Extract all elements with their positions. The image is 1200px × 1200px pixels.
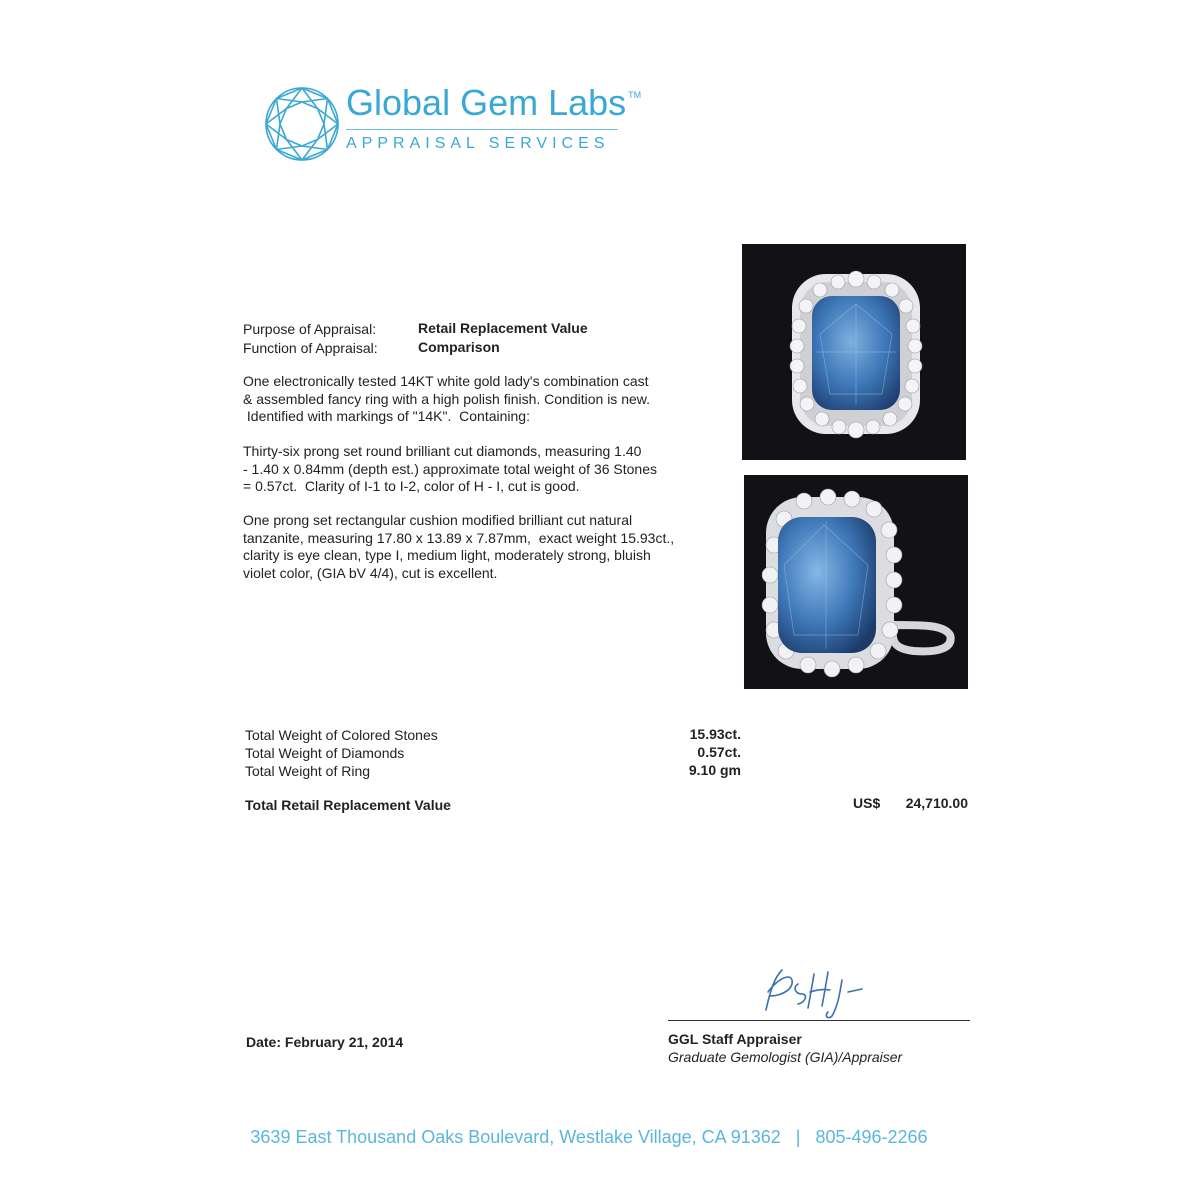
appraiser-credential: Graduate Gemologist (GIA)/Appraiser	[668, 1049, 903, 1065]
ring-description-line: Identified with markings of "14K". Containing:	[243, 408, 530, 424]
purpose-label: Purpose of Appraisal:	[243, 321, 377, 337]
trademark: TM	[628, 90, 642, 100]
function-value: Comparison	[418, 339, 500, 355]
diamond-description	[243, 443, 713, 496]
appraiser-title: GGL Staff Appraiser	[668, 1031, 802, 1047]
diamonds-weight-label: Total Weight of Diamonds	[245, 745, 405, 761]
currency-label: US$	[853, 795, 881, 811]
purpose-value: Retail Replacement Value	[418, 320, 588, 336]
footer-address: 3639 East Thousand Oaks Boulevard, Westlake Village, CA 91362	[250, 1127, 781, 1147]
ring-weight-label: Total Weight of Ring	[245, 763, 371, 779]
ring-description-line: & assembled fancy ring with a high polish finish. Condition is new.	[243, 390, 650, 407]
footer-phone: 805-496-2266	[815, 1127, 928, 1147]
signature-line	[668, 1020, 970, 1021]
diamond-description-line: Thirty-six prong set round brilliant cut diamonds, measuring 1.40	[243, 443, 642, 459]
retail-value-label: Total Retail Replacement Value	[245, 797, 451, 813]
function-label: Function of Appraisal:	[243, 340, 378, 356]
colored-stones-weight-label: Total Weight of Colored Stones	[245, 727, 438, 743]
diamond-description-line: = 0.57ct. Clarity of I-1 to I-2, color of H - I, cut is good.	[243, 478, 580, 494]
gem-logo-icon	[264, 86, 340, 162]
ring-side-view-photo	[744, 475, 968, 689]
diamond-description-line: - 1.40 x 0.84mm (depth est.) approximate total weight of 36 Stones	[243, 460, 657, 477]
diamonds-weight-value: 0.57ct.	[697, 744, 741, 760]
brand-divider	[346, 129, 618, 130]
ring-description	[243, 373, 713, 426]
ring-weight-value: 9.10 gm	[688, 762, 741, 778]
footer-contact	[0, 1127, 1178, 1148]
tanzanite-description-line: violet color, (GIA bV 4/4), cut is excellent.	[243, 564, 498, 581]
appraisal-date: Date: February 21, 2014	[246, 1034, 404, 1050]
brand-subtitle: APPRAISAL SERVICES	[346, 135, 610, 152]
tanzanite-description-line: tanzanite, measuring 17.80 x 13.89 x 7.87mm, exact weight 15.93ct.,	[243, 529, 675, 546]
brand-name: Global Gem Labs ™	[346, 82, 642, 123]
footer-separator: |	[795, 1127, 801, 1147]
colored-stones-weight-value: 15.93ct.	[689, 726, 741, 742]
ring-top-view-photo	[742, 244, 966, 460]
tanzanite-description	[243, 512, 713, 582]
ring-description-line: One electronically tested 14KT white gold lady's combination cast	[243, 373, 649, 389]
retail-value-amount: 24,710.00	[905, 795, 968, 811]
tanzanite-description-line: clarity is eye clean, type I, medium light, moderately strong, bluish	[243, 547, 651, 563]
tanzanite-description-line: One prong set rectangular cushion modified brilliant cut natural	[243, 512, 633, 528]
appraiser-signature	[752, 962, 872, 1022]
